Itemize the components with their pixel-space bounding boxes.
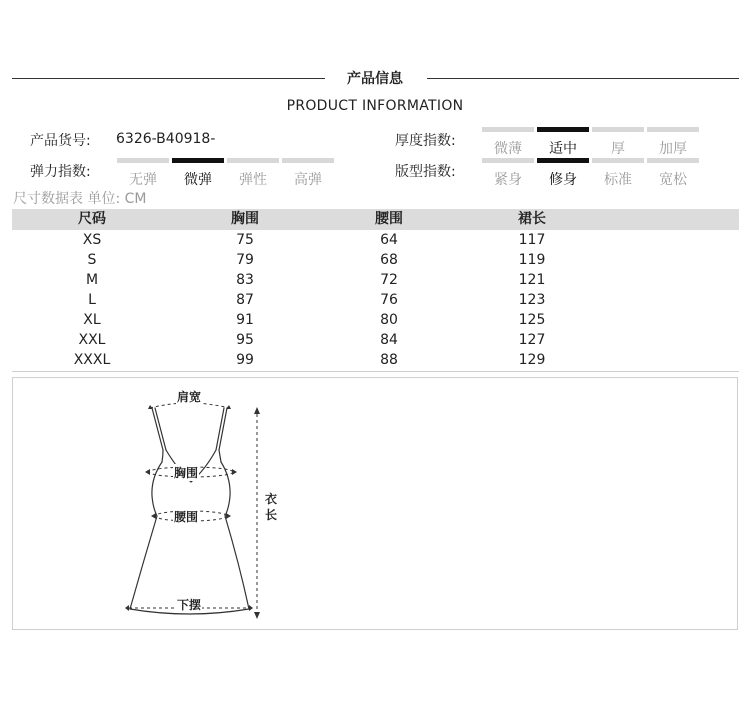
table-cell: 64 [380,232,398,248]
table-cell: 129 [518,352,546,368]
thickness-option [647,127,699,158]
option-label: 适中 [549,141,577,157]
level-bar [282,158,334,163]
option-label: 修身 [549,172,577,188]
table-cell: 84 [380,332,398,348]
option-label: 宽松 [659,172,687,188]
table-header-cell: 胸围 [231,211,259,227]
option-label: 加厚 [659,141,687,157]
thickness-option [592,127,644,158]
option-label: 紧身 [494,172,522,188]
product-code-label: 产品货号: [30,133,91,149]
fit-label: 版型指数: [395,164,456,180]
size-table-caption: 尺寸数据表 单位: CM [13,191,147,207]
table-cell: 91 [236,312,254,328]
option-label: 弹性 [239,172,267,188]
level-bar [537,127,589,132]
option-label: 标准 [604,172,632,188]
table-cell: 123 [518,292,546,308]
table-cell: 95 [236,332,254,348]
level-bar [482,158,534,163]
size-table [12,209,739,372]
option-label: 高弹 [294,172,322,188]
waist-label: 腰围 [174,510,199,524]
fit-option [537,158,589,189]
table-cell: XXL [78,332,106,348]
level-bar [592,158,644,163]
table-header-cell: 腰围 [375,211,403,227]
product-code-value: 6326-B40918- [116,131,216,147]
chest-label: 胸围 [174,466,199,480]
table-cell: 68 [380,252,398,268]
shoulder-width-label: 肩宽 [177,390,202,404]
thickness-label: 厚度指数: [395,133,456,149]
table-cell: 72 [380,272,398,288]
level-bar [227,158,279,163]
table-cell: S [87,252,97,268]
thickness-option [537,127,589,158]
table-header-cell: 尺码 [78,211,106,227]
table-header-cell: 裙长 [518,211,546,227]
option-label: 厚 [611,141,625,157]
section-title-en: PRODUCT INFORMATION [286,98,464,114]
elasticity-option [227,158,279,189]
table-cell: XS [82,232,102,248]
table-cell: 121 [518,272,546,288]
length-label-bottom: 长 [265,508,278,522]
fit-option [592,158,644,189]
level-bar [537,158,589,163]
option-label: 无弹 [129,172,157,188]
table-cell: 76 [380,292,398,308]
elasticity-label: 弹力指数: [30,164,91,180]
length-label-top: 衣 [265,492,278,506]
table-cell: L [88,292,96,308]
level-bar [482,127,534,132]
option-label: 微弹 [184,172,212,188]
table-cell: 79 [236,252,254,268]
table-cell: XXXL [73,352,111,368]
table-cell: 99 [236,352,254,368]
section-title-cn: 产品信息 [347,71,403,87]
option-label: 微薄 [494,141,522,157]
fit-option [482,158,534,189]
table-cell: 117 [518,232,546,248]
thickness-option [482,127,534,158]
elasticity-option [282,158,334,189]
table-cell: 119 [518,252,546,268]
table-cell: M [85,272,99,288]
fit-option [647,158,699,189]
table-cell: 87 [236,292,254,308]
level-bar [647,158,699,163]
level-bar [117,158,169,163]
table-cell: 83 [236,272,254,288]
level-bar [647,127,699,132]
measurement-diagram [12,377,738,630]
elasticity-option [172,158,224,189]
table-cell: 88 [380,352,398,368]
table-cell: XL [83,312,101,328]
hem-label: 下摆 [177,598,202,612]
table-cell: 80 [380,312,398,328]
level-bar [592,127,644,132]
dress-outline-drawing [13,378,737,629]
table-cell: 125 [518,312,546,328]
table-cell: 75 [236,232,254,248]
level-bar [172,158,224,163]
elasticity-option [117,158,169,189]
table-cell: 127 [518,332,546,348]
